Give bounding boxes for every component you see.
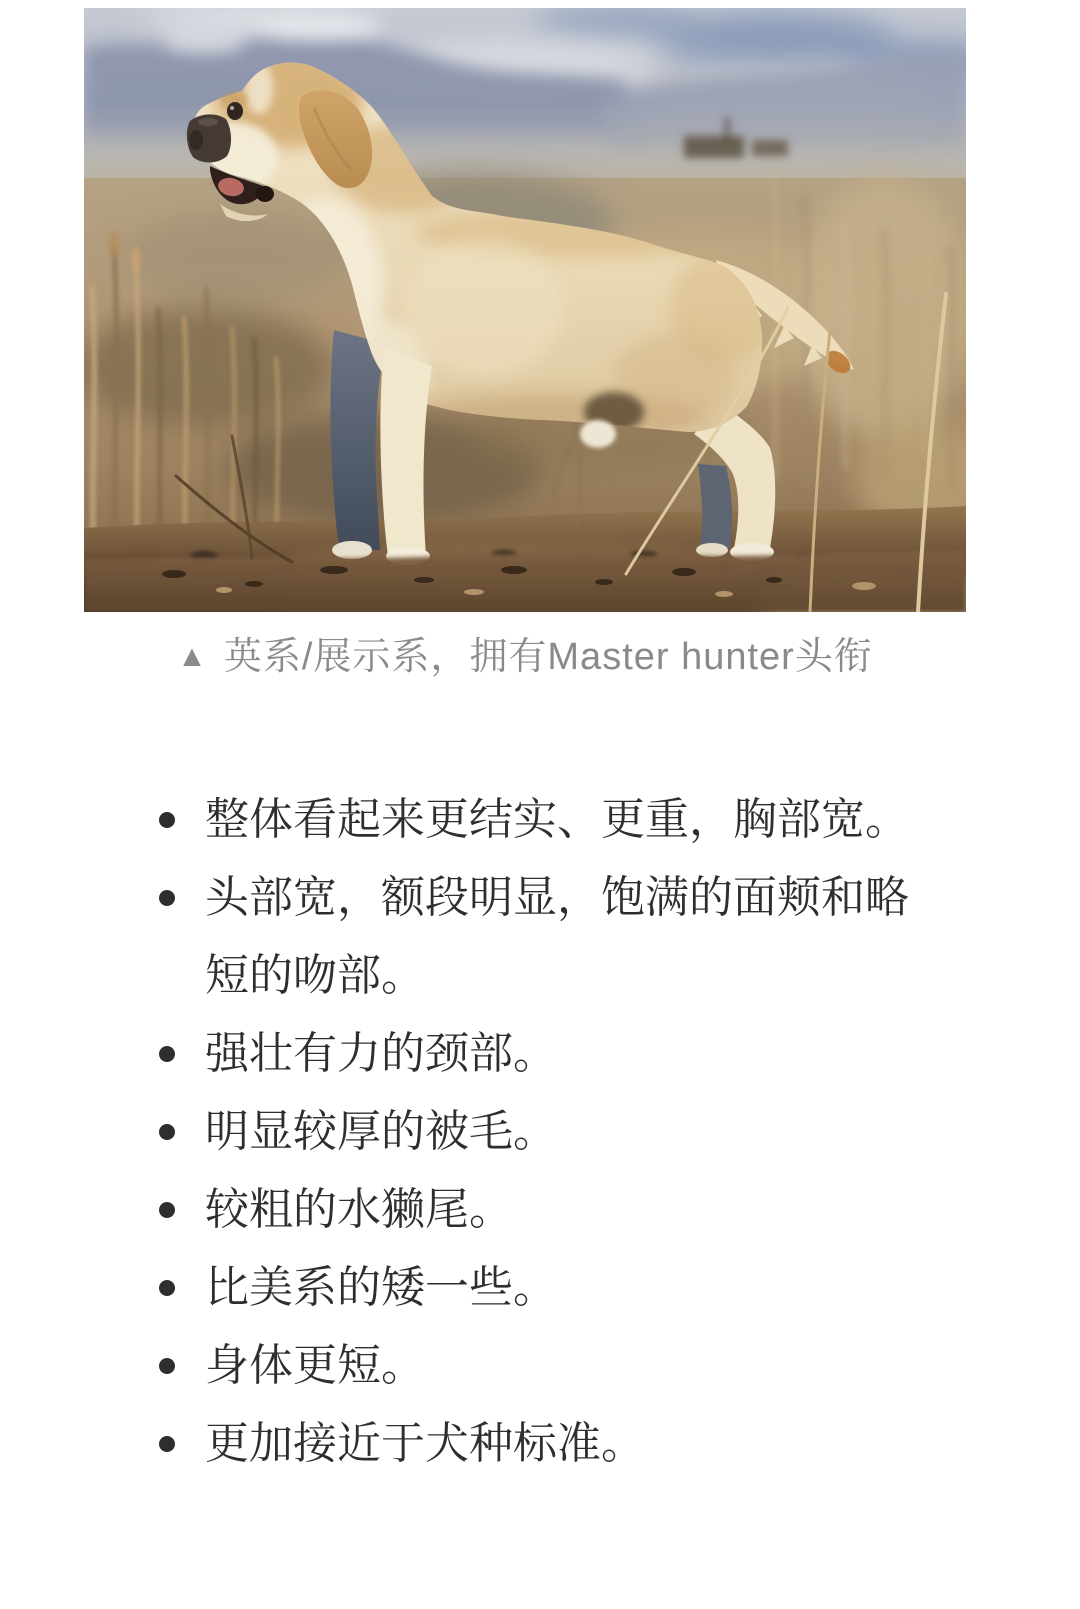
dog-eye <box>227 102 243 120</box>
list-item: 强壮有力的颈部。 <box>205 1015 913 1093</box>
list-item: 较粗的水獭尾。 <box>205 1171 913 1249</box>
list-item: 比美系的矮一些。 <box>205 1249 913 1327</box>
list-item: 身体更短。 <box>205 1327 913 1405</box>
triangle-up-icon: ▲ <box>177 640 208 673</box>
labrador-photo-illustration <box>84 8 966 612</box>
list-item: 更加接近于犬种标准。 <box>205 1405 913 1483</box>
list-item: 头部宽，额段明显，饱满的面颊和略短的吻部。 <box>205 859 913 1015</box>
labrador-photo[interactable] <box>84 8 966 612</box>
list-item: 整体看起来更结实、更重，胸部宽。 <box>205 781 913 859</box>
dog-far-hind-paw <box>696 543 728 557</box>
list-item: 明显较厚的被毛。 <box>205 1093 913 1171</box>
dog-far-front-paw <box>332 541 372 559</box>
feature-list <box>205 781 913 1483</box>
dog-belly-tuft <box>580 420 616 448</box>
photo-caption-text: 英系/展示系，拥有Master hunter头衔 <box>223 636 873 678</box>
photo-caption <box>84 634 966 683</box>
foreground-dirt <box>84 550 966 612</box>
